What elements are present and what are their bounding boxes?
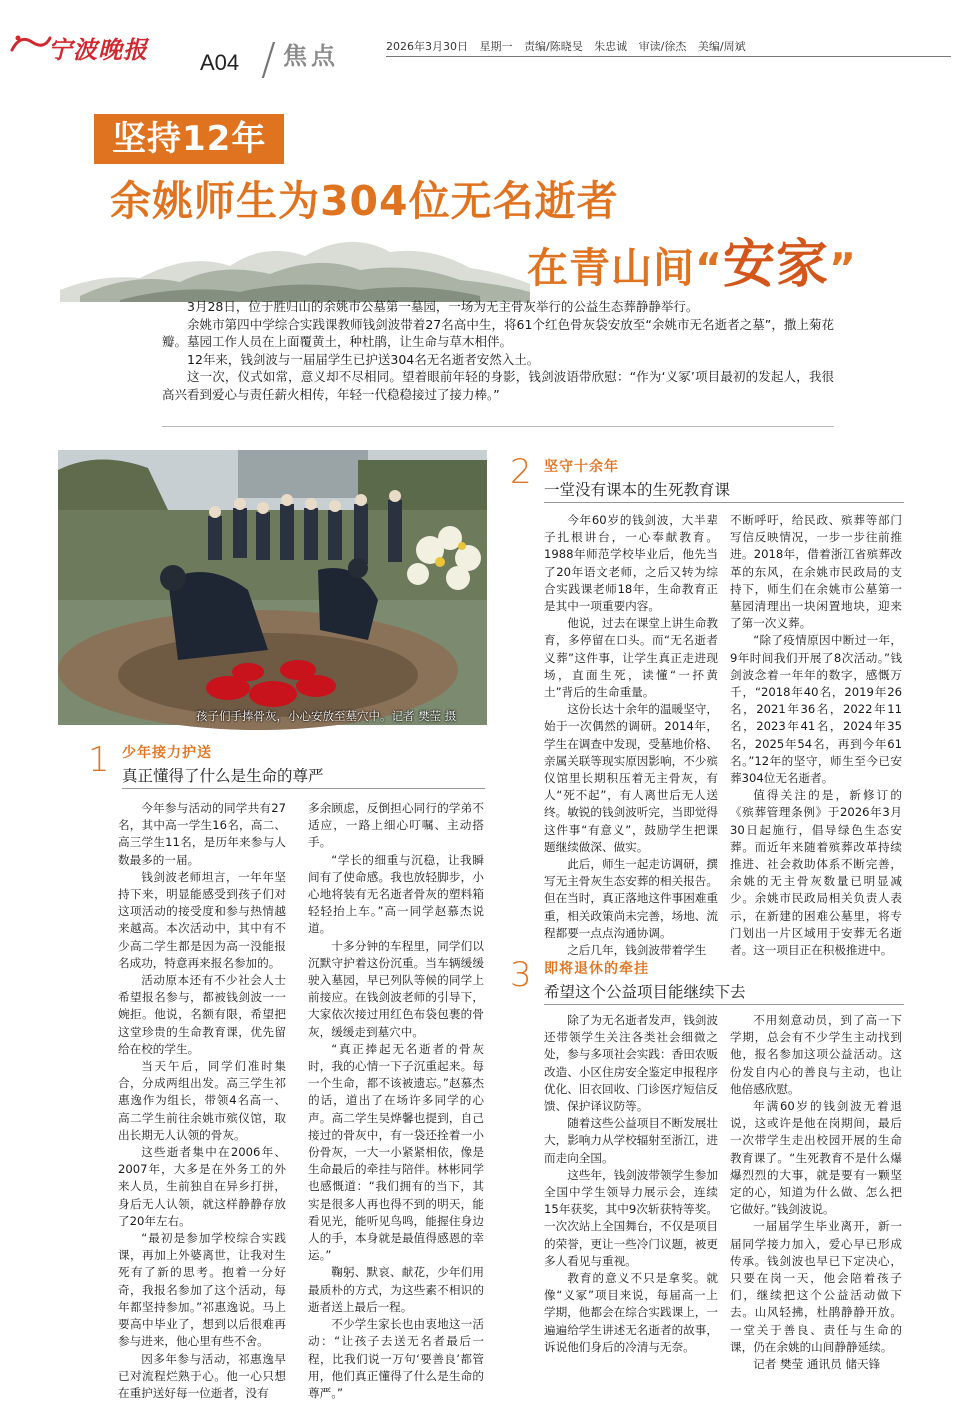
body-paragraph: 随着这些公益项目不断发展壮大，影响力从学校辐射至浙江，进而走向全国。 [544, 1115, 718, 1167]
headline-line-2-post: ” [829, 244, 857, 292]
byline: 记者 樊莹 通讯员 储天锋 [730, 1356, 902, 1373]
body-paragraph: “学长的细重与沉稳，让我瞬间有了使命感。我也放轻脚步，小心地将装有无名逝者骨灰的塑料箱轻轻抬上车。”高一同学赵慕杰说道。 [308, 852, 484, 938]
body-paragraph: “除了疫情原因中断过一年，9年时间我们开展了8次活动。”钱剑波念着一年年的数字，感慨万千，“2018年40名，2019年26名，2021年36名，2022年11名，2023年41名，2024年35名，2025年54名，再到今年61名。”12年的坚守，师生至今已安葬304位无名逝者。 [730, 632, 902, 787]
section-1-rule [122, 788, 485, 789]
body-paragraph: 活动原本还有不少社会人士希望报名参与，都被钱剑波一一婉拒。他说，名额有限，希望把这堂珍贵的生命教育课，优先留给在校的学生。 [118, 972, 286, 1058]
body-paragraph: 今年60岁的钱剑波，大半辈子扎根讲台，一心奉献教育。1988年师范学校毕业后，他先当了20年语文老师，之后又转为综合实践课老师18年，生命教育正是其中一项重要内容。 [544, 512, 718, 615]
intro-paragraph: 余姚市第四中学综合实践课教师钱剑波带着27名高中生，将61个红色骨灰袋安放至“余姚市无名逝者之墓”，撒上菊花瓣。墓园工作人员在上面覆黄土，种杜鹃，让生命与草木相伴。 [162, 316, 834, 351]
section-1-column-b [308, 800, 484, 1360]
body-paragraph: 钱剑波老师坦言，一年年坚持下来，明显能感受到孩子们对这项活动的接受度和参与热情越来越高。本次活动中，其中有不少高二学生都是因为高一没能报名成功，特意再来报名参加的。 [118, 869, 286, 972]
header-divider: / [261, 34, 276, 85]
section-3-column-b [730, 1012, 902, 1364]
intro-paragraph: 12年来，钱剑波与一届届学生已护送304名无名逝者安然入土。 [162, 351, 834, 369]
section-2-number: 2 [510, 452, 532, 492]
section-2-column-b [730, 512, 902, 937]
intro-paragraph: 这一次，仪式如常，意义却不尽相同。望着眼前年轻的身影，钱剑波语带欣慰：“作为‘义冢’项目最初的发起人，我很高兴看到爱心与责任薪火相传，年轻一代稳稳接过了接力棒。” [162, 368, 834, 403]
news-photo [58, 450, 487, 725]
section-3-subtitle: 希望这个公益项目能继续下去 [544, 980, 746, 1002]
intro-paragraph: 3月28日，位于胜归山的余姚市公墓第一墓园，一场为无主骨灰举行的公益生态葬静静举行。 [162, 298, 834, 316]
logo-mark-icon [10, 30, 52, 56]
photo-caption: 孩子们手捧骨灰，小心安放至墓穴中。记者 樊莹 摄 [196, 708, 456, 724]
section-1-tag: 少年接力护送 [122, 742, 212, 762]
section-1-column-a [118, 800, 286, 1360]
body-paragraph: 因多年参与活动，祁惠逸早已对流程烂熟于心。他一心只想在重护送好每一位逝者，没有 [118, 1351, 286, 1402]
body-paragraph: 年满60岁的钱剑波无着退说，这或许是他在岗期间，最后一次带学生走出校园开展的生命教育课了。“生死教育不是什么爆爆烈烈的大事，就是要有一颗坚定的心，知道为什么做、怎么把它做好。”钱剑波说。 [730, 1098, 902, 1218]
body-paragraph: 值得关注的是，新修订的《殡葬管理条例》于2026年3月30日起施行，倡导绿色生态安葬。而近年来随着殡葬改革持续推进、社会救助体系不断完善，余姚的无主骨灰数量已明显减少。余姚市民政局相关负责人表示，在新建的困难公墓里，将专门划出一片区域用于安葬无名逝者。这一项目正在积极推进中。 [730, 787, 902, 959]
body-paragraph: 这些逝者集中在2006年、2007年，大多是在外务工的外来人员，生前独自在异乡打拼，身后无人认领，就这样静静存放了20年左右。 [118, 1144, 286, 1230]
headline-line-2-pre: 在青山间“ [527, 244, 723, 292]
body-paragraph: “真正捧起无名逝者的骨灰时，我的心情一下子沉重起来。每一个生命，都不该被遗忘。”赵慕杰的话，道出了在场许多同学的心声。高二学生吴烨馨也提到，自己接过的骨灰中，有一袋还拴着一小份骨灰，一大一小紧紧相依，像是生命最后的牵挂与陪伴。林彬同学也感慨道：“我们拥有的当下，其实是很多人再也得不到的明天，能看见光，能听见鸟鸣，能握住身边人的手，本身就是最值得感恩的幸运。” [308, 1041, 484, 1265]
section-2-subtitle: 一堂没有课本的生死教育课 [544, 478, 730, 500]
body-paragraph: 当天午后，同学们准时集合，分成两组出发。高三学生祁惠逸作为组长，带领4名高一、高二学生前往余姚市殡仪馆，取出长期无人认领的骨灰。 [118, 1058, 286, 1144]
headline-tag: 坚持12年 [94, 114, 284, 164]
section-name: 焦点 [283, 36, 339, 71]
body-paragraph: 不用刻意动员，到了高一下学期，总会有不少学生主动找到他，报名参加这项公益活动。这份发自内心的善良与主动，也让他倍感欣慰。 [730, 1012, 902, 1098]
body-paragraph: 今年参与活动的同学共有27名，其中高一学生16名，高二、高三学生11名，是历年来参与人数最多的一届。 [118, 800, 286, 869]
section-1-number: 1 [88, 740, 110, 780]
body-paragraph: 此后，师生一起走访调研，撰写无主骨灰生态安葬的相关报告。但在当时，真正落地这件事困难重重，相关政策尚未完善，场地、流程都要一点点沟通协调。 [544, 856, 718, 942]
body-paragraph: 这份长达十余年的温暖坚守，始于一次偶然的调研。2014年，学生在调查中发现，受墓地价格、亲属关联等现实原因影响，不少殡仪馆里长期积压着无主骨灰，有人“死不起”，有人离世后无人送终。敏锐的钱剑波听完，当即觉得这件事“有意义”，鼓励学生把课题继续做深、做实。 [544, 701, 718, 856]
body-paragraph: 一届届学生毕业离开，新一届同学接力加入，爱心早已形成传承。钱剑波也早已下定决心，只要在岗一天，他会陪着孩子们，继续把这个公益活动做下去。山风轻拂，杜鹃静静开放。一堂关于善良、责任与生命的课，仍在余姚的山间静静延续。 [730, 1218, 902, 1356]
issue-meta: 2026年3月30日 星期一 责编/陈晓旻 朱忠诚 审读/徐杰 美编/周斌 [386, 38, 746, 54]
body-paragraph: 教育的意义不只是拿奖。就像“义冢”项目来说，每届高一上学期，他都会在综合实践课上，一遍遍给学生讲述无名逝者的故事，诉说他们身后的冷清与无奈。 [544, 1270, 718, 1356]
section-3-number: 3 [510, 955, 532, 995]
section-2-column-a [544, 512, 718, 937]
section-3-rule [544, 1004, 904, 1005]
body-paragraph: 除了为无名逝者发声，钱剑波还带领学生关注各类社会细微之处，参与多项社会实践：香田农贩改造、小区住房安全鉴定申报程序优化、旧衣回收、门诊医疗短信反馈、保护译议防等。 [544, 1012, 718, 1115]
page-number: A04 [200, 50, 239, 76]
body-paragraph: 不少学生家长也由衷地这一活动：“让孩子去送无名者最后一程，比我们说一万句‘要善良’都管用，他们真正懂得了什么是生命的尊严。” [308, 1316, 484, 1402]
section-2-tag: 坚守十余年 [544, 456, 619, 476]
body-paragraph: 不断呼吁，给民政、殡葬等部门写信反映情况，一步一步往前推进。2018年，借着浙江省殡葬改革的东风，在余姚市民政局的支持下，师生们在余姚市公墓第一墓园清理出一块闲置地块，迎来了第一次义葬。 [730, 512, 902, 632]
section-2-rule [544, 502, 904, 503]
headline-line-2 [527, 222, 857, 297]
body-paragraph: “最初是参加学校综合实践课，再加上外婆离世，让我对生死有了新的思考。抱着一分好奇，我报名参加了这个活动，每年都坚持参加。”祁惠逸说。马上要高中毕业了，想到以后很难再参与进来，他心里有些不舍。 [118, 1230, 286, 1350]
section-1-subtitle: 真正懂得了什么是生命的尊严 [122, 764, 324, 786]
header-rule [386, 56, 951, 57]
body-paragraph: 他说，过去在课堂上讲生命教育，多停留在口头。而“无名逝者义葬”这件事，让学生真正走进现场，直面生死，读懂“一抔黄土”背后的生命重量。 [544, 615, 718, 701]
body-paragraph: 十多分钟的车程里，同学们以沉默守护着这份沉重。当车辆缓缓驶入墓园，早已列队等候的同学上前接应。在钱剑波老师的引导下，大家依次接过用红色布袋包裹的骨灰，缓缓走到墓穴中。 [308, 938, 484, 1041]
body-paragraph: 之后几年，钱剑波带着学生 [544, 942, 718, 959]
intro-lede [162, 298, 834, 403]
intro-rule [162, 426, 834, 427]
body-paragraph: 这些年，钱剑波带领学生参加全国中学生领导力展示会，连续15年获奖，其中9次斩获特等奖。一次次站上全国舞台，不仅是项目的荣誉，更让一些冷门议题，被更多人看见与重视。 [544, 1167, 718, 1270]
section-3-column-a [544, 1012, 718, 1364]
headline-highlight: 安家 [723, 235, 829, 295]
body-paragraph: 鞠躬、默哀、献花，少年们用最质朴的方式，为这些素不相识的逝者送上最后一程。 [308, 1264, 484, 1316]
section-3-tag: 即将退休的牵挂 [544, 958, 649, 978]
body-paragraph: 多余顾虑，反倒担心同行的学弟不适应，一路上细心叮嘱、主动搭手。 [308, 800, 484, 852]
newspaper-logo: 宁波晚报 [48, 30, 148, 65]
headline-line-1: 余姚师生为304位无名逝者 [110, 168, 619, 227]
